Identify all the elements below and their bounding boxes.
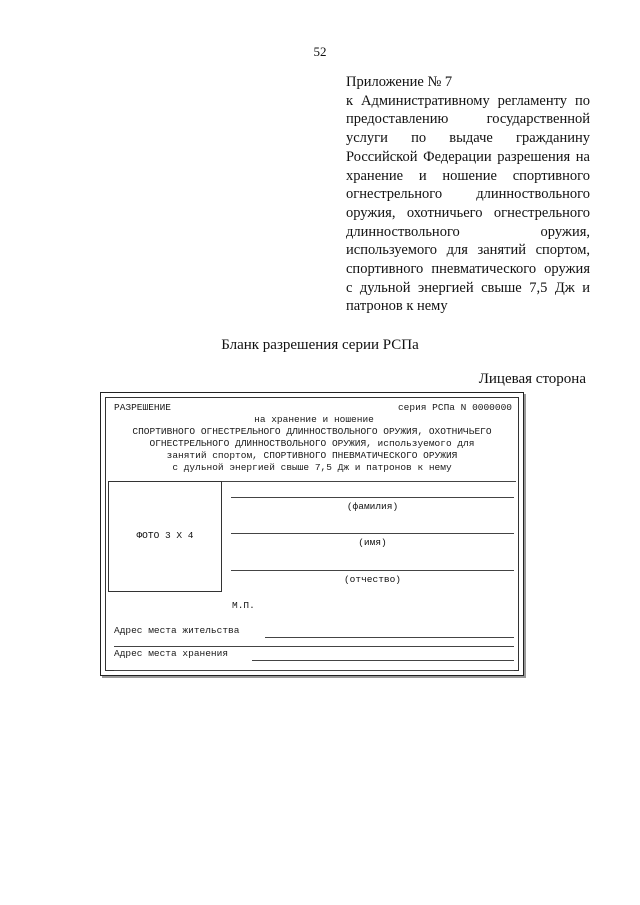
- stamp-label: М.П.: [232, 600, 255, 611]
- patronymic-caption: (отчество): [343, 574, 401, 585]
- blank-purpose-line-5: с дульной энергией свыше 7,5 Дж и патронов к нему: [172, 462, 452, 473]
- photo-label: ФОТО 3 Х 4: [136, 530, 194, 541]
- residence-address-line: [265, 637, 514, 638]
- residence-address-line-2: [114, 646, 514, 647]
- storage-address-line-2: [114, 670, 514, 671]
- blank-purpose-line-1: на хранение и ношение: [254, 414, 374, 425]
- patronymic-line: [231, 570, 514, 571]
- appendix-title: Приложение № 7: [346, 74, 453, 90]
- photo-box: [108, 481, 222, 592]
- side-label: Лицевая сторона: [478, 371, 586, 387]
- residence-address-label: Адрес места жительства: [114, 625, 240, 636]
- storage-address-label: Адрес места хранения: [114, 648, 229, 659]
- appendix-block: [346, 73, 590, 316]
- page-number: 52: [313, 44, 327, 59]
- form-heading: Бланк разрешения серии РСПа: [221, 337, 419, 353]
- name-caption: (имя): [358, 537, 387, 548]
- storage-address-line: [252, 660, 514, 661]
- name-line: [231, 533, 514, 534]
- blank-purpose-line-2: СПОРТИВНОГО ОГНЕСТРЕЛЬНОГО ДЛИННОСТВОЛЬНОГО ОРУЖИЯ, ОХОТНИЧЬЕГО: [132, 426, 492, 437]
- permit-blank-inner-border: [105, 397, 519, 671]
- appendix-text: к Административному регламенту по предоставлению государственной услуги по выдаче гражданину Российской Федерации разрешения на хранение и ношение спортивного огнестрельного длинноствольного оружия, охотничьего огнестрельного длинноствольного оружия, используемого для занятий спортом, спортивного пневматического оружия с дульной энергией свыше 7,5 Дж и патронов к нему: [346, 92, 590, 315]
- surname-caption: (фамилия): [346, 501, 399, 512]
- blank-label: РАЗРЕШЕНИЕ: [114, 402, 172, 413]
- permit-blank: [100, 392, 524, 676]
- blank-series: серия РСПа N 0000000: [397, 402, 512, 413]
- blank-purpose-line-4: занятий спортом, СПОРТИВНОГО ПНЕВМАТИЧЕСКОГО ОРУЖИЯ: [166, 450, 458, 461]
- blank-purpose-line-3: ОГНЕСТРЕЛЬНОГО ДЛИННОСТВОЛЬНОГО ОРУЖИЯ, используемого для: [149, 438, 475, 449]
- surname-line: [231, 497, 514, 498]
